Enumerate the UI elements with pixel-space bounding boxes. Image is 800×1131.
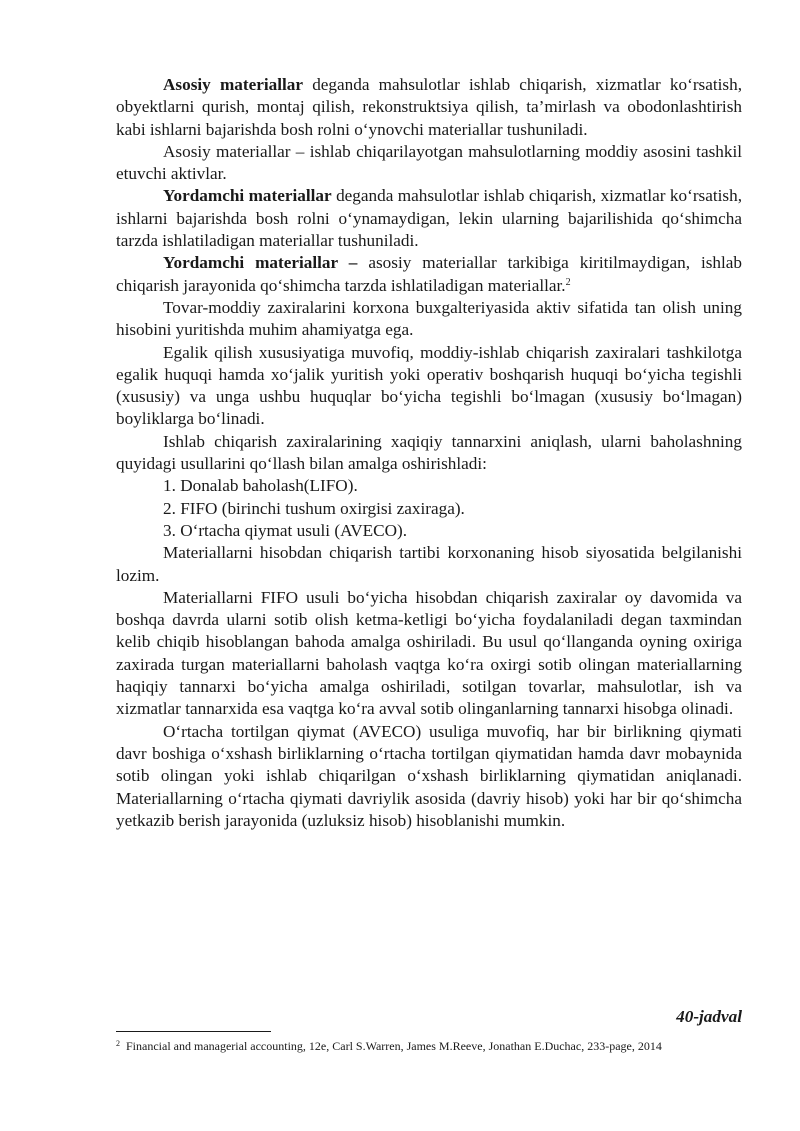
term-yordamchi-materiallar: Yordamchi materiallar [163,186,332,206]
term-asosiy-materiallar: Asosiy materiallar [163,75,303,94]
paragraph-fifo-method: Materiallarni FIFO usuli bo‘yicha hisobdan chiqarish zaxiralar oy davomida va boshqa davrda ularni sotib olish ketma-ketligi bo‘yicha foydalaniladi degan taxmindan kelib chiqib hisoblangan bahoda amalga oshiriladi. Bu usul qo‘llanganda oyning oxiriga zaxirada turgan materiallarni baholash vaqtga ko‘ra oxirgi sotib olingan materiallarning haqiqiy tannarxi bo‘yicha amalga oshiriladi, sotilgan tovarlar, mahsulotlar, ish va xizmatlar tannarxida esa vaqtga ko‘ra avval sotib olinganlarning tannarxi hisobga olinadi. [116,587,742,719]
footnote-number: 2 [116,1039,120,1048]
body-text [116,74,742,832]
paragraph-hisob-siyosati: Materiallarni hisobdan chiqarish tartibi korxonaning hisob siyosatida belgilanishi lozim. [116,543,742,585]
paragraph-asosiy-materiallar: Asosiy materiallar deganda mahsulotlar ishlab chiqarish, xizmatlar ko‘rsatish, obyektlarni qurish, montaj qilish, rekonstruktsiya qilish, ta’mirlash va obodonlashtirish kabi ishlarni bajarishda bosh rolni o‘ynovchi materiallar tushuniladi. [116,75,742,139]
list-item-lifo: 1. Donalab baholash(LIFO). [163,476,358,496]
footnote-separator [116,1031,271,1032]
table-label: 40-jadval [676,1007,742,1026]
paragraph-baholash-usullari: Ishlab chiqarish zaxiralarining xaqiqiy tannarxini aniqlash, ularni baholashning quyidagi usullarini qo‘llash bilan amalga oshirishladi: [116,431,742,474]
footnote-text: Financial and managerial accounting, 12e, Carl S.Warren, James M.Reeve, Jonathan E.Duchac, 233-page, 2014 [126,1039,662,1053]
paragraph-yordamchi-materiallar: Yordamchi materiallar deganda mahsulotlar ishlab chiqarish, xizmatlar ko‘rsatish, ishlarni bajarishda bosh rolni o‘ynamaydigan, lekin ularning bajarilishida qo‘shimcha tarzda ishlatiladigan materiallar tushuniladi. [116,186,742,251]
list-item-aveco: 3. O‘rtacha qiymat usuli (AVECO). [163,520,408,540]
paragraph-asosiy-definition: Asosiy materiallar – ishlab chiqarilayotgan mahsulotlarning moddiy asosini tashkil etuvchi aktivlar. [116,141,742,184]
term-yordamchi-definition: Yordamchi materiallar – [163,253,358,273]
footnote-reference[interactable]: 2 [565,276,571,288]
paragraph-egalik: Egalik qilish xususiyatiga muvofiq, moddiy-ishlab chiqarish zaxiralari tashkilotga egalik huquqi hamda xo‘jalik yuritish yoki operativ boshqarish huquqi bo‘yicha tegishli (xususiy) va unga ushbu huquqlar bo‘yicha tegishli bo‘lmagan (xususiy bo‘lmagan) boyliklarga bo‘linadi. [116,342,742,429]
paragraph-aveco-method: O‘rtacha tortilgan qiymat (AVECO) usuliga muvofiq, har bir birlikning qiymati davr boshiga o‘xshash birliklarning o‘rtacha tortilgan qiymatidan hamda davr mobaynida sotib olingan yoki ishlab chiqarilgan o‘xshash birliklarning qiymatidan aniqlanadi. Materiallarning o‘rtacha qiymati davriylik asosida (davriy hisob) yoki har bir qo‘shimcha yetkazib berish jarayonida (uzluksiz hisob) hisoblanishi mumkin. [116,721,742,830]
paragraph-aktiv: Tovar-moddiy zaxiralarini korxona buxgalteriyasida aktiv sifatida tan olish uning hisobini yuritishda muhim ahamiyatga ega. [116,297,742,340]
list-item-fifo: 2. FIFO (birinchi tushum oxirgisi zaxiraga). [163,498,465,518]
paragraph-yordamchi-definition: Yordamchi materiallar – asosiy materiallar tarkibiga kiritilmaydigan, ishlab chiqarish jarayonida qo‘shimcha tarzda ishlatiladigan materiallar.$^2$ [116,253,743,295]
footnote [116,1038,756,1054]
